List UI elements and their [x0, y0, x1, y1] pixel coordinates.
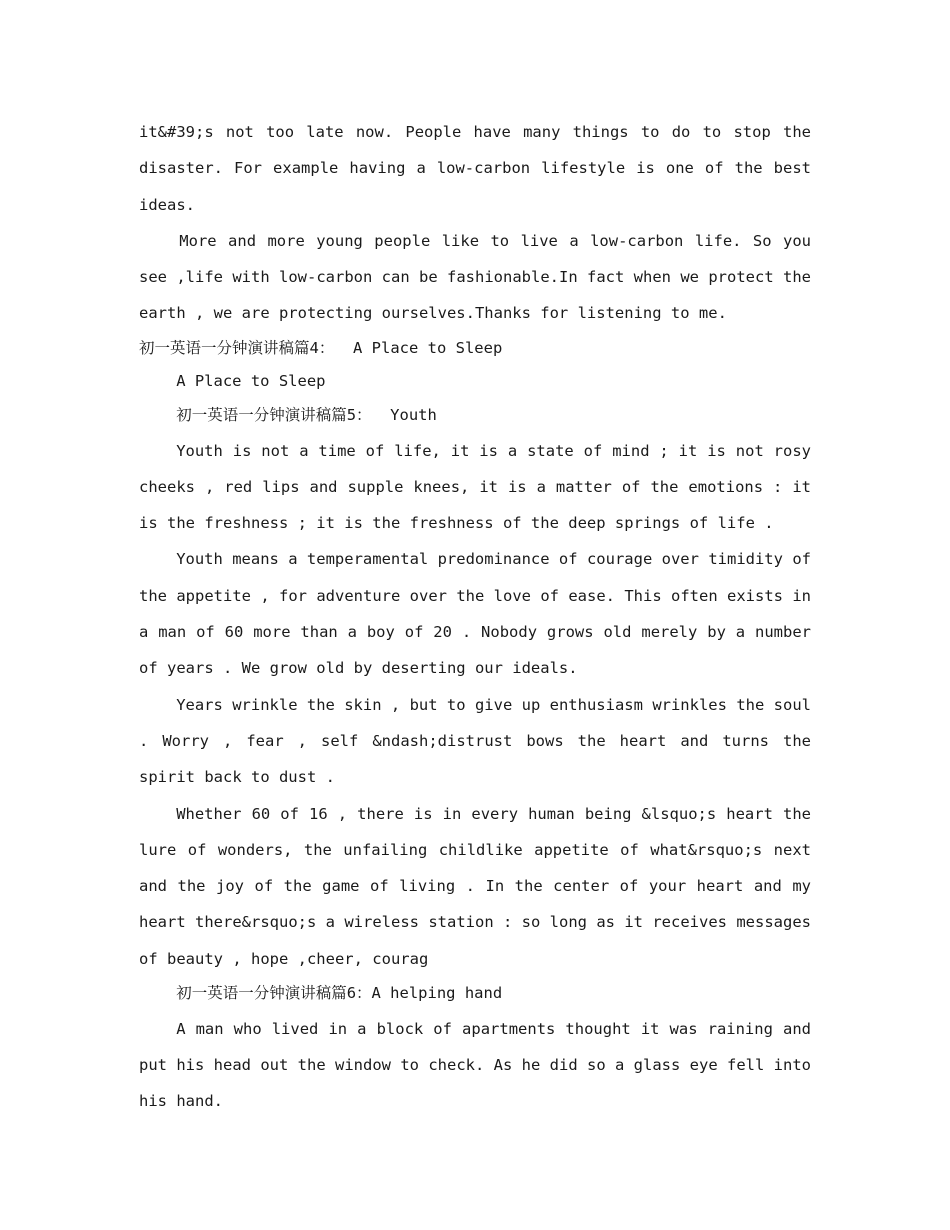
- paragraph-youth-intro: Youth is not a time of life, it is a state of mind ; it is not rosy cheeks , red lips and supple knees, it is a matter of the emotions : it is the freshness ; it is the freshness of the deep springs of life .: [139, 441, 811, 533]
- heading-speech-4: 初一英语一分钟演讲稿篇4： A Place to Sleep: [139, 338, 503, 357]
- paragraph-a-place-to-sleep: A Place to Sleep: [176, 372, 326, 391]
- paragraph-helping-hand: A man who lived in a block of apartments thought it was raining and put his head out the window to check. As he did so a glass eye fell into his hand.: [139, 1019, 811, 1111]
- document-body: [139, 114, 811, 1120]
- heading-speech-6: 初一英语一分钟演讲稿篇6：A helping hand: [176, 984, 503, 1003]
- heading-speech-5: 初一英语一分钟演讲稿篇5： Youth: [176, 405, 437, 424]
- paragraph-youth-years: Years wrinkle the skin , but to give up enthusiasm wrinkles the soul . Worry , fear , self &ndash;distrust bows the heart and turns the spirit back to dust .: [139, 695, 811, 787]
- paragraph-continuation: it&#39;s not too late now. People have many things to do to stop the disaster. For example having a low-carbon lifestyle is one of the best ideas.: [139, 123, 811, 214]
- paragraph-low-carbon-life: More and more young people like to live a low-carbon life. So you see ,life with low-carbon can be fashionable.In fact when we protect the earth , we are protecting ourselves.Thanks for listening to me.: [139, 231, 811, 323]
- paragraph-youth-courage: Youth means a temperamental predominance of courage over timidity of the appetite , for adventure over the love of ease. This often exists in a man of 60 more than a boy of 20 . Nobody grows old merely by a number of years . We grow old by deserting our ideals.: [139, 550, 811, 678]
- paragraph-youth-wonders: Whether 60 of 16 , there is in every human being &lsquo;s heart the lure of wonders, the unfailing childlike appetite of what&rsquo;s next and the joy of the game of living . In the center of your heart and my heart there&rsquo;s a wireless station : so long as it receives messages of beauty , hope ,cheer, courag: [139, 804, 811, 968]
